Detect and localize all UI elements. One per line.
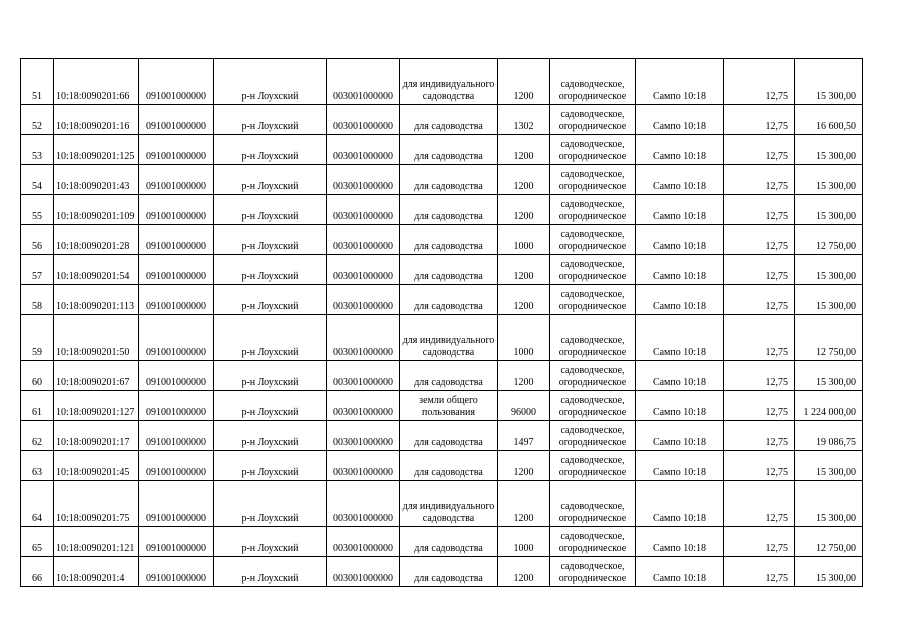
cell-area: 1200 (498, 165, 550, 195)
cell-cad: 10:18:0090201:67 (54, 361, 139, 391)
cell-zone: Сампо 10:18 (636, 391, 724, 421)
cell-zone: Сампо 10:18 (636, 59, 724, 105)
cell-region: р-н Лоухский (214, 361, 327, 391)
cell-use: для садоводства (400, 361, 498, 391)
cell-code1: 091001000000 (139, 451, 214, 481)
cell-value: 16 600,50 (795, 105, 863, 135)
cell-cad: 10:18:0090201:28 (54, 225, 139, 255)
cell-num: 60 (21, 361, 54, 391)
cell-code2: 003001000000 (327, 391, 400, 421)
cell-value: 12 750,00 (795, 527, 863, 557)
cell-zone: Сампо 10:18 (636, 225, 724, 255)
cell-zone: Сампо 10:18 (636, 557, 724, 587)
cell-region: р-н Лоухский (214, 255, 327, 285)
cell-value: 15 300,00 (795, 255, 863, 285)
cell-region: р-н Лоухский (214, 195, 327, 225)
cell-region: р-н Лоухский (214, 225, 327, 255)
cell-region: р-н Лоухский (214, 527, 327, 557)
cell-num: 54 (21, 165, 54, 195)
cell-region: р-н Лоухский (214, 451, 327, 481)
cell-category: садоводческое, огородническое (550, 255, 636, 285)
cell-category: садоводческое, огородническое (550, 557, 636, 587)
cell-value: 15 300,00 (795, 285, 863, 315)
cell-code2: 003001000000 (327, 135, 400, 165)
cell-rate: 12,75 (724, 315, 795, 361)
cell-category: садоводческое, огородническое (550, 481, 636, 527)
cell-num: 53 (21, 135, 54, 165)
cell-rate: 12,75 (724, 135, 795, 165)
cell-code2: 003001000000 (327, 225, 400, 255)
cell-code2: 003001000000 (327, 195, 400, 225)
cell-use: для садоводства (400, 285, 498, 315)
cell-num: 56 (21, 225, 54, 255)
cell-code2: 003001000000 (327, 557, 400, 587)
cell-num: 61 (21, 391, 54, 421)
cell-cad: 10:18:0090201:66 (54, 59, 139, 105)
cell-category: садоводческое, огородническое (550, 105, 636, 135)
table-row (21, 391, 863, 421)
cell-region: р-н Лоухский (214, 557, 327, 587)
cell-category: садоводческое, огородническое (550, 135, 636, 165)
cell-code1: 091001000000 (139, 361, 214, 391)
cell-zone: Сампо 10:18 (636, 481, 724, 527)
cell-cad: 10:18:0090201:45 (54, 451, 139, 481)
cell-area: 1200 (498, 481, 550, 527)
cell-area: 1200 (498, 361, 550, 391)
cell-rate: 12,75 (724, 255, 795, 285)
cell-zone: Сампо 10:18 (636, 195, 724, 225)
table-row (21, 421, 863, 451)
cell-cad: 10:18:0090201:125 (54, 135, 139, 165)
cell-code1: 091001000000 (139, 59, 214, 105)
cell-area: 1497 (498, 421, 550, 451)
cell-code2: 003001000000 (327, 165, 400, 195)
cell-value: 15 300,00 (795, 135, 863, 165)
table-row (21, 315, 863, 361)
cell-code1: 091001000000 (139, 421, 214, 451)
cell-rate: 12,75 (724, 285, 795, 315)
cell-area: 1000 (498, 527, 550, 557)
cell-rate: 12,75 (724, 481, 795, 527)
cell-num: 62 (21, 421, 54, 451)
cell-code2: 003001000000 (327, 315, 400, 361)
table-row (21, 59, 863, 105)
cell-num: 51 (21, 59, 54, 105)
cell-category: садоводческое, огородническое (550, 527, 636, 557)
land-plots-table (20, 58, 863, 587)
cell-code1: 091001000000 (139, 195, 214, 225)
cell-value: 15 300,00 (795, 481, 863, 527)
cell-num: 63 (21, 451, 54, 481)
cell-code1: 091001000000 (139, 315, 214, 361)
cell-zone: Сампо 10:18 (636, 315, 724, 361)
cell-zone: Сампо 10:18 (636, 165, 724, 195)
cell-use: для садоводства (400, 135, 498, 165)
cell-rate: 12,75 (724, 59, 795, 105)
cell-use: для садоводства (400, 165, 498, 195)
cell-cad: 10:18:0090201:127 (54, 391, 139, 421)
cell-code1: 091001000000 (139, 285, 214, 315)
cell-region: р-н Лоухский (214, 391, 327, 421)
cell-area: 1200 (498, 451, 550, 481)
cell-cad: 10:18:0090201:113 (54, 285, 139, 315)
cell-code1: 091001000000 (139, 135, 214, 165)
cell-zone: Сампо 10:18 (636, 527, 724, 557)
cell-rate: 12,75 (724, 527, 795, 557)
cell-category: садоводческое, огородническое (550, 391, 636, 421)
cell-value: 12 750,00 (795, 315, 863, 361)
cell-code1: 091001000000 (139, 481, 214, 527)
cell-cad: 10:18:0090201:43 (54, 165, 139, 195)
cell-zone: Сампо 10:18 (636, 421, 724, 451)
cell-area: 1000 (498, 225, 550, 255)
cell-use: для садоводства (400, 451, 498, 481)
cell-area: 1302 (498, 105, 550, 135)
cell-area: 1200 (498, 285, 550, 315)
table-row (21, 225, 863, 255)
cell-category: садоводческое, огородническое (550, 361, 636, 391)
cell-num: 58 (21, 285, 54, 315)
cell-value: 15 300,00 (795, 557, 863, 587)
cell-use: для садоводства (400, 421, 498, 451)
cell-code1: 091001000000 (139, 255, 214, 285)
cell-zone: Сампо 10:18 (636, 255, 724, 285)
cell-num: 59 (21, 315, 54, 361)
cell-code2: 003001000000 (327, 527, 400, 557)
cell-value: 1 224 000,00 (795, 391, 863, 421)
cell-category: садоводческое, огородническое (550, 421, 636, 451)
cell-category: садоводческое, огородническое (550, 165, 636, 195)
cell-use: для индивидуального садоводства (400, 481, 498, 527)
cell-code2: 003001000000 (327, 421, 400, 451)
cell-use: для садоводства (400, 255, 498, 285)
cell-zone: Сампо 10:18 (636, 451, 724, 481)
cell-code1: 091001000000 (139, 391, 214, 421)
cell-zone: Сампо 10:18 (636, 105, 724, 135)
cell-region: р-н Лоухский (214, 481, 327, 527)
cell-category: садоводческое, огородническое (550, 59, 636, 105)
cell-num: 55 (21, 195, 54, 225)
cell-rate: 12,75 (724, 225, 795, 255)
cell-cad: 10:18:0090201:109 (54, 195, 139, 225)
cell-cad: 10:18:0090201:16 (54, 105, 139, 135)
cell-region: р-н Лоухский (214, 59, 327, 105)
cell-area: 96000 (498, 391, 550, 421)
cell-region: р-н Лоухский (214, 135, 327, 165)
cell-region: р-н Лоухский (214, 105, 327, 135)
cell-num: 57 (21, 255, 54, 285)
cell-area: 1000 (498, 315, 550, 361)
cell-rate: 12,75 (724, 361, 795, 391)
cell-cad: 10:18:0090201:17 (54, 421, 139, 451)
cell-value: 15 300,00 (795, 451, 863, 481)
cell-use: для индивидуального садоводства (400, 315, 498, 361)
cell-region: р-н Лоухский (214, 165, 327, 195)
cell-cad: 10:18:0090201:75 (54, 481, 139, 527)
cell-use: для садоводства (400, 527, 498, 557)
cell-zone: Сампо 10:18 (636, 135, 724, 165)
cell-rate: 12,75 (724, 451, 795, 481)
cell-area: 1200 (498, 557, 550, 587)
cell-category: садоводческое, огородническое (550, 225, 636, 255)
cell-use: земли общего пользования (400, 391, 498, 421)
cell-code1: 091001000000 (139, 527, 214, 557)
cell-area: 1200 (498, 135, 550, 165)
table-row (21, 285, 863, 315)
cell-rate: 12,75 (724, 195, 795, 225)
table-row (21, 255, 863, 285)
cell-code2: 003001000000 (327, 59, 400, 105)
cell-code2: 003001000000 (327, 481, 400, 527)
cell-num: 64 (21, 481, 54, 527)
cell-zone: Сампо 10:18 (636, 285, 724, 315)
cell-rate: 12,75 (724, 165, 795, 195)
cell-num: 65 (21, 527, 54, 557)
cell-value: 19 086,75 (795, 421, 863, 451)
cell-use: для садоводства (400, 105, 498, 135)
cell-category: садоводческое, огородническое (550, 285, 636, 315)
cell-region: р-н Лоухский (214, 315, 327, 361)
table-row (21, 557, 863, 587)
cell-cad: 10:18:0090201:50 (54, 315, 139, 361)
cell-value: 15 300,00 (795, 59, 863, 105)
cell-code1: 091001000000 (139, 225, 214, 255)
cell-value: 15 300,00 (795, 165, 863, 195)
cell-value: 15 300,00 (795, 195, 863, 225)
cell-area: 1200 (498, 195, 550, 225)
cell-num: 52 (21, 105, 54, 135)
cell-code1: 091001000000 (139, 105, 214, 135)
cell-use: для садоводства (400, 225, 498, 255)
cell-category: садоводческое, огородническое (550, 195, 636, 225)
cell-area: 1200 (498, 59, 550, 105)
table-row (21, 451, 863, 481)
table-row (21, 195, 863, 225)
cell-cad: 10:18:0090201:4 (54, 557, 139, 587)
cell-code2: 003001000000 (327, 285, 400, 315)
cell-region: р-н Лоухский (214, 421, 327, 451)
table-row (21, 481, 863, 527)
cell-value: 15 300,00 (795, 361, 863, 391)
cell-value: 12 750,00 (795, 225, 863, 255)
cell-rate: 12,75 (724, 391, 795, 421)
cell-rate: 12,75 (724, 557, 795, 587)
cell-use: для индивидуального садоводства (400, 59, 498, 105)
cell-code1: 091001000000 (139, 165, 214, 195)
cell-cad: 10:18:0090201:121 (54, 527, 139, 557)
cell-category: садоводческое, огородническое (550, 451, 636, 481)
cell-code2: 003001000000 (327, 255, 400, 285)
table-row (21, 527, 863, 557)
cell-cad: 10:18:0090201:54 (54, 255, 139, 285)
cell-use: для садоводства (400, 557, 498, 587)
table-row (21, 361, 863, 391)
cell-zone: Сампо 10:18 (636, 361, 724, 391)
cell-code2: 003001000000 (327, 451, 400, 481)
cell-region: р-н Лоухский (214, 285, 327, 315)
table-row (21, 165, 863, 195)
cell-rate: 12,75 (724, 105, 795, 135)
cell-area: 1200 (498, 255, 550, 285)
cell-code1: 091001000000 (139, 557, 214, 587)
cell-code2: 003001000000 (327, 361, 400, 391)
cell-code2: 003001000000 (327, 105, 400, 135)
cell-num: 66 (21, 557, 54, 587)
table-row (21, 105, 863, 135)
cell-use: для садоводства (400, 195, 498, 225)
cell-category: садоводческое, огородническое (550, 315, 636, 361)
table-row (21, 135, 863, 165)
cell-rate: 12,75 (724, 421, 795, 451)
